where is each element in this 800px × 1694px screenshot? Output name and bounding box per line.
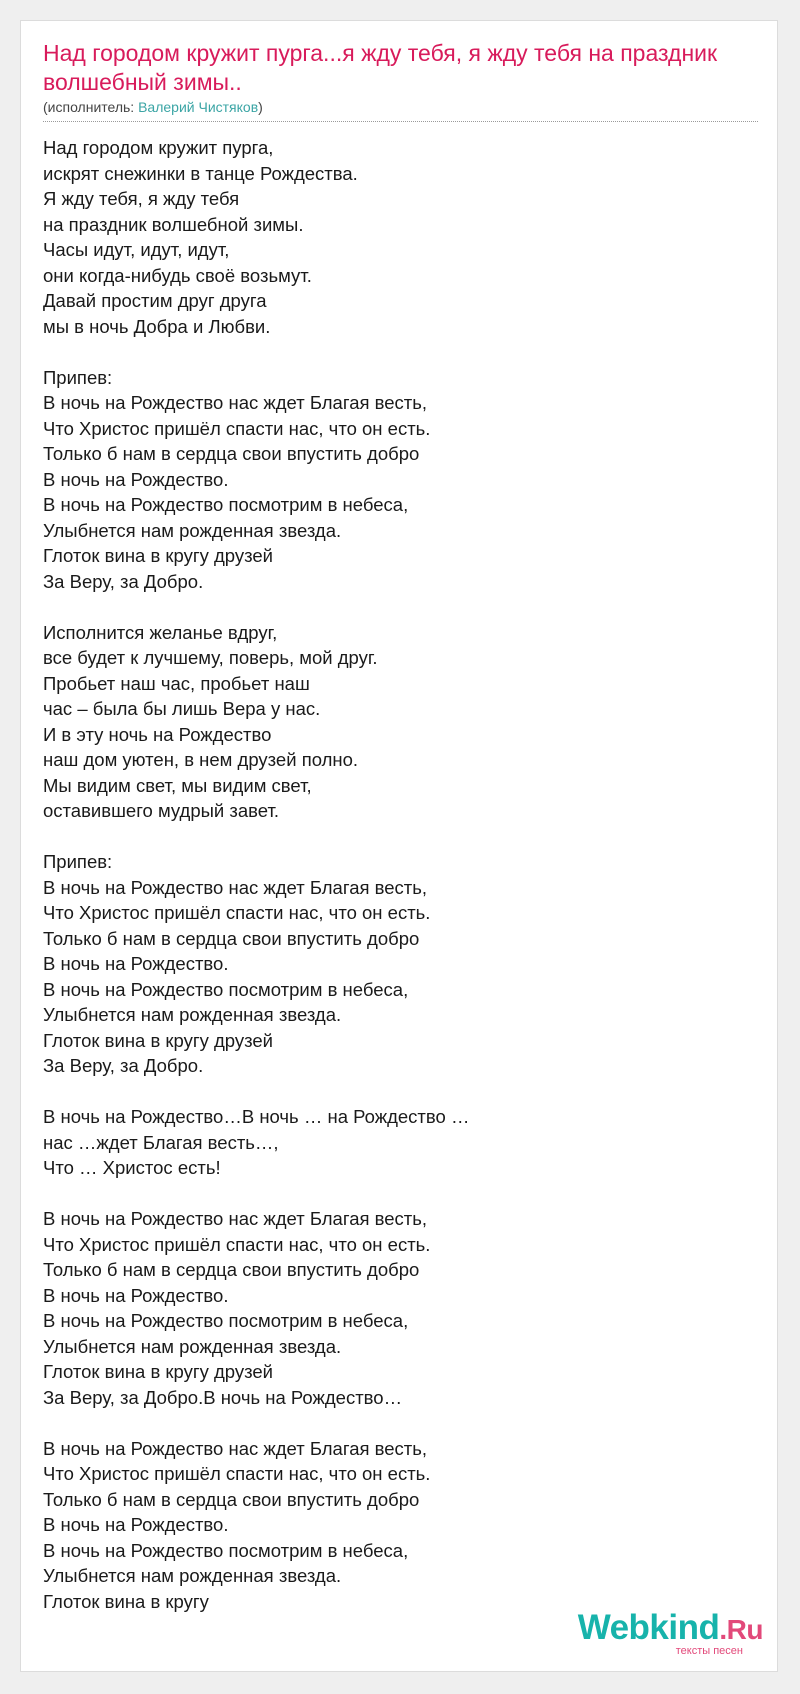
lyric-line: В ночь на Рождество нас ждет Благая весть, [43, 876, 428, 898]
lyric-line: Мы видим свет, мы видим свет, [43, 774, 312, 796]
lyric-line: В ночь на Рождество посмотрим в небеса, [43, 1310, 409, 1331]
lyric-line: Часы идут, идут, идут, [43, 239, 230, 260]
lyric-line: В ночь на Рождество. [43, 953, 229, 974]
lyric-line: Глоток вина в кругу [43, 1590, 209, 1612]
lyric-line: В ночь на Рождество. [43, 1284, 229, 1306]
lyric-line: нас …ждет Благая весть…, [43, 1131, 279, 1153]
lyric-line: В ночь на Рождество нас ждет Благая весть, [43, 1208, 428, 1229]
lyric-line: В ночь на Рождество. [43, 1514, 229, 1535]
artist-suffix: ) [258, 99, 263, 115]
logo-tagline: тексты песен [675, 1645, 743, 1657]
title-divider [43, 121, 758, 122]
lyric-line: оставившего мудрый завет. [43, 800, 280, 821]
lyric-line: Глоток вина в кругу друзей [43, 1361, 274, 1382]
lyric-line: все будет к лучшему, поверь, мой друг. [43, 647, 378, 668]
lyric-line: Улыбнется нам рожденная звезда. [43, 1335, 342, 1357]
lyric-line: В ночь на Рождество нас ждет Благая весть, [43, 392, 428, 413]
lyric-line: Только б нам в сердца свои впустить добро [43, 927, 420, 949]
lyric-line: Давай простим друг друга [43, 290, 267, 311]
lyric-line: В ночь на Рождество нас ждет Благая весть, [43, 1437, 428, 1459]
lyric-line [43, 594, 743, 620]
lyric-line: Что Христос пришёл спасти нас, что он есть. [43, 902, 431, 923]
lyric-line: Пробьет наш час, пробьет наш [43, 672, 310, 694]
lyric-line: Только б нам в сердца свои впустить добро [43, 1488, 420, 1510]
site-logo[interactable] [578, 1610, 763, 1657]
lyric-line: Я жду тебя, я жду тебя [43, 188, 240, 209]
lyric-line: В ночь на Рождество…В ночь … на Рождество … [43, 1106, 470, 1127]
lyric-line: За Веру, за Добро. [43, 1055, 204, 1076]
lyric-line [43, 824, 743, 850]
lyric-line [43, 339, 743, 365]
lyric-line: Только б нам в сердца свои впустить добро [43, 443, 420, 464]
lyric-line: Исполнится желанье вдруг, [43, 621, 278, 643]
lyric-line: Глоток вина в кругу друзей [43, 1029, 274, 1051]
lyric-line: Только б нам в сердца свои впустить добро [43, 1259, 420, 1280]
lyric-line: И в эту ночь на Рождество [43, 723, 272, 745]
lyric-line: В ночь на Рождество посмотрим в небеса, [43, 494, 409, 515]
lyric-line: Что Христос пришёл спасти нас, что он есть. [43, 417, 431, 439]
lyric-line: Припев: [43, 851, 113, 872]
lyric-line: на праздник волшебной зимы. [43, 213, 304, 235]
lyric-line: они когда-нибудь своё возьмут. [43, 264, 312, 286]
lyric-line: Глоток вина в кругу друзей [43, 545, 274, 566]
lyric-line: Что Христос пришёл спасти нас, что он есть. [43, 1463, 431, 1484]
lyric-line [43, 1410, 743, 1436]
lyrics-card [20, 20, 778, 1672]
lyric-line: искрят снежинки в танце Рождества. [43, 162, 358, 184]
lyric-line: мы в ночь Добра и Любви. [43, 315, 271, 337]
lyric-line [43, 1079, 743, 1105]
lyric-line: Над городом кружит пурга, [43, 137, 274, 158]
lyric-line: Что … Христос есть! [43, 1157, 221, 1178]
lyric-line: Что Христос пришёл спасти нас, что он есть. [43, 1233, 431, 1255]
lyric-line: Улыбнется нам рожденная звезда. [43, 1565, 342, 1586]
lyric-line: Припев: [43, 366, 113, 388]
logo-tld: .Ru [719, 1614, 763, 1645]
artist-link[interactable]: Валерий Чистяков [138, 99, 259, 115]
logo-name: Webkind [577, 1608, 720, 1647]
artist-line [43, 99, 263, 115]
lyric-line: час – была бы лишь Вера у нас. [43, 698, 321, 719]
lyric-line: В ночь на Рождество посмотрим в небеса, [43, 1539, 409, 1561]
lyrics-text [43, 135, 743, 1614]
lyric-line [43, 1181, 743, 1207]
lyric-line: Улыбнется нам рожденная звезда. [43, 1004, 342, 1025]
lyric-line: наш дом уютен, в нем друзей полно. [43, 749, 359, 770]
artist-prefix: (исполнитель: [43, 99, 139, 115]
lyric-line: В ночь на Рождество. [43, 468, 229, 490]
song-title: Над городом кружит пурга...я жду тебя, я жду тебя на праздник волшебный зимы.. [43, 40, 718, 95]
lyric-line: В ночь на Рождество посмотрим в небеса, [43, 978, 409, 1000]
lyric-line: За Веру, за Добро. [43, 570, 204, 592]
lyric-line: За Веру, за Добро.В ночь на Рождество… [43, 1386, 403, 1408]
lyric-line: Улыбнется нам рожденная звезда. [43, 519, 342, 541]
